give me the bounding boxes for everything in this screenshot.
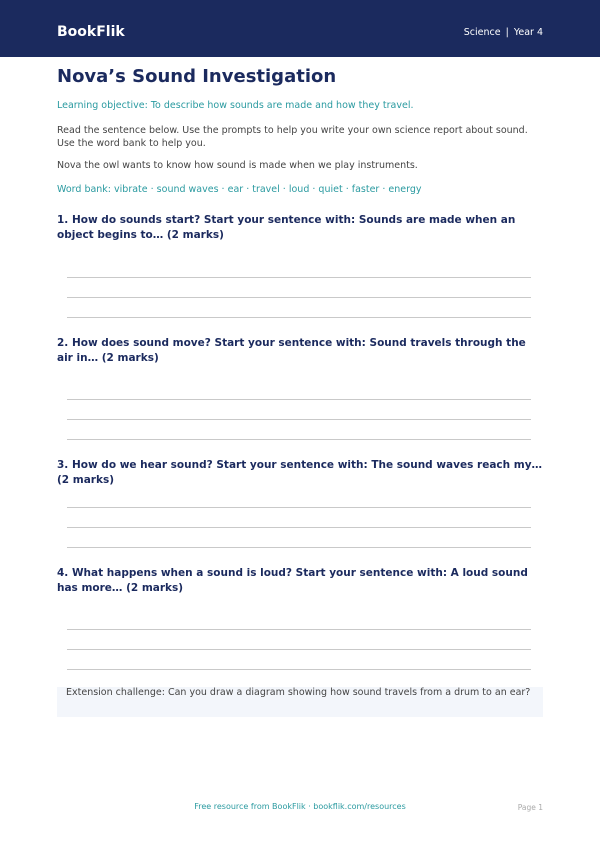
answer-line-3c[interactable] <box>67 547 531 548</box>
page-header <box>0 0 600 57</box>
word-bank: Word bank: vibrate · sound waves · ear · travel · loud · quiet · faster · energy <box>57 184 422 195</box>
answer-line-2b[interactable] <box>67 419 531 420</box>
header-meta <box>464 27 543 38</box>
extension-challenge-box <box>57 687 543 717</box>
answer-line-4b[interactable] <box>67 649 531 650</box>
answer-line-4a[interactable] <box>67 629 531 630</box>
question-2: 2. How does sound move? Start your sentence with: Sound travels through the air in… (2 marks) <box>57 337 526 364</box>
answer-line-3b[interactable] <box>67 527 531 528</box>
question-3: 3. How do we hear sound? Start your sentence with: The sound waves reach my… (2 marks) <box>57 459 543 486</box>
instructions-text: Read the sentence below. Use the prompts to help you write your own science report about sound. Use the word bank to help you. <box>57 125 528 149</box>
question-1: 1. How do sounds start? Start your sentence with: Sounds are made when an object begins to… (2 marks) <box>57 214 516 241</box>
answer-line-2a[interactable] <box>67 399 531 400</box>
context-text: Nova the owl wants to know how sound is made when we play instruments. <box>57 160 418 171</box>
meta-separator: | <box>505 27 509 38</box>
learning-objective: Learning objective: To describe how sounds are made and how they travel. <box>57 100 414 111</box>
footer-credit: Free resource from BookFlik · bookflik.com/resources <box>194 802 406 811</box>
year-label: Year 4 <box>513 27 543 38</box>
page-number: Page 1 <box>517 803 543 812</box>
answer-line-1b[interactable] <box>67 297 531 298</box>
answer-line-4c[interactable] <box>67 669 531 670</box>
answer-line-3a[interactable] <box>67 507 531 508</box>
extension-challenge-text: Extension challenge: Can you draw a diagram showing how sound travels from a drum to an ear? <box>66 687 531 698</box>
page-title: Nova’s Sound Investigation <box>57 66 337 87</box>
answer-line-1a[interactable] <box>67 277 531 278</box>
brand-logo-text: BookFlik <box>57 24 125 40</box>
answer-line-2c[interactable] <box>67 439 531 440</box>
question-4: 4. What happens when a sound is loud? Start your sentence with: A loud sound has more… (2 marks) <box>57 567 528 594</box>
subject-label: Science <box>463 27 501 38</box>
answer-line-1c[interactable] <box>67 317 531 318</box>
